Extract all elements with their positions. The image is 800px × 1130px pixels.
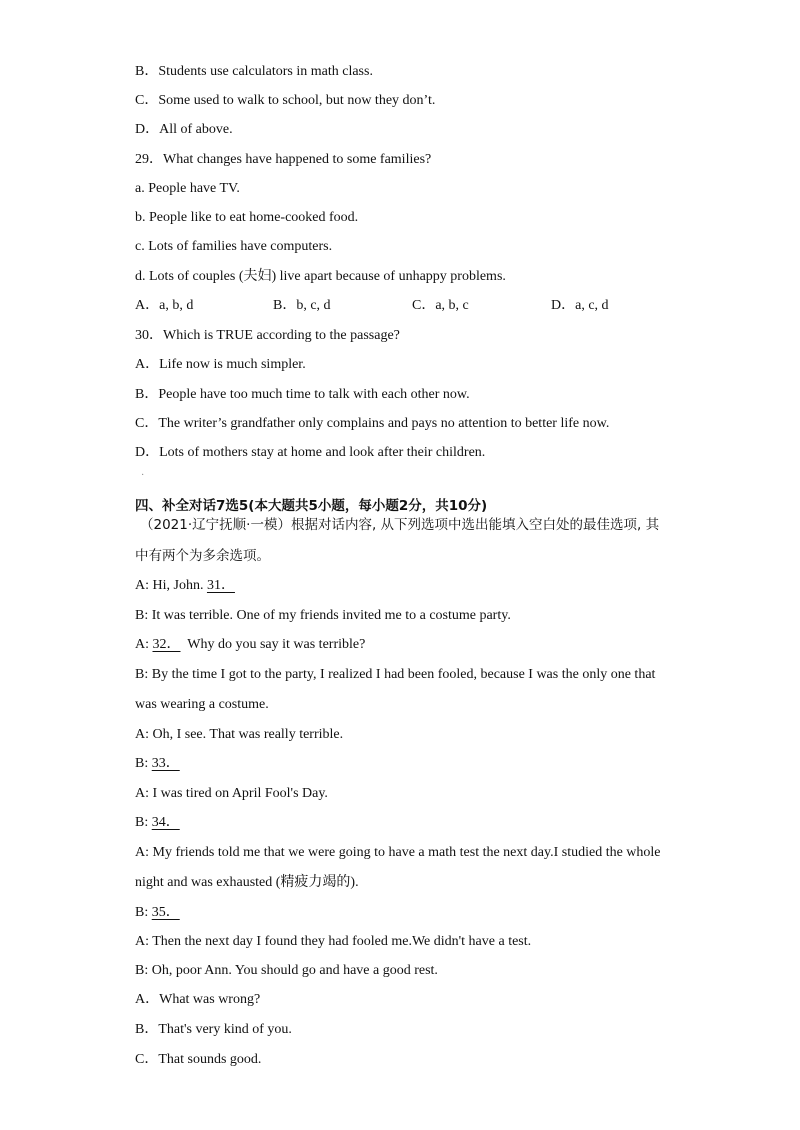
- speaker-text: A: Hi, John.: [135, 578, 207, 593]
- dialogue-line-33: [135, 755, 180, 773]
- dialogue-line-35: [135, 904, 180, 922]
- q30-option-d: D．Lots of mothers stay at home and look after their children.: [135, 445, 486, 460]
- q29-statement-d: d. Lots of couples (夫妇) live apart because of unhappy problems.: [135, 269, 506, 284]
- speaker-text: B:: [135, 905, 152, 920]
- dialogue-line: A: I was tired on April Fool's Day.: [135, 786, 328, 801]
- q29-choice-d: D．a, c, d: [551, 298, 609, 313]
- q29-choice-c: C．a, b, c: [412, 298, 469, 313]
- dialogue-line: B: It was terrible. One of my friends invited me to a costume party.: [135, 608, 511, 623]
- blank-34: 34．: [151, 815, 180, 830]
- dialogue-line-32: [135, 636, 365, 654]
- dialogue-line: was wearing a costume.: [135, 697, 269, 712]
- section-intro-line2: 中有两个为多余选项。: [135, 548, 270, 564]
- answer-option-c: C．That sounds good.: [135, 1052, 262, 1067]
- dialogue-line: B: By the time I got to the party, I realized I had been fooled, because I was the only one that: [135, 667, 656, 682]
- dialogue-line: night and was exhausted (精疲力竭的).: [135, 875, 359, 890]
- q29-choice-b: B．b, c, d: [273, 298, 331, 313]
- q29-statement-a: a. People have TV.: [135, 181, 240, 196]
- speaker-text: B:: [135, 756, 152, 771]
- blank-33: 33．: [151, 756, 180, 771]
- section-heading: 四、补全对话7选5(本大题共5小题，每小题2分，共10分): [135, 498, 488, 514]
- q29-choice-a: A．a, b, d: [135, 298, 194, 313]
- stray-dot-mark: ·: [141, 470, 145, 481]
- dialogue-line: A: Oh, I see. That was really terrible.: [135, 727, 344, 742]
- speaker-text: B:: [135, 815, 152, 830]
- answer-option-a: A．What was wrong?: [135, 992, 261, 1007]
- dialogue-text: Why do you say it was terrible?: [180, 637, 366, 652]
- q30-option-a: A．Life now is much simpler.: [135, 357, 306, 372]
- q30-stem: 30．Which is TRUE according to the passage?: [135, 328, 400, 343]
- dialogue-line-31: [135, 577, 235, 595]
- section-intro-line1: （2021·辽宁抚顺·一模）根据对话内容, 从下列选项中选出能填入空白处的最佳选项, 其: [140, 517, 660, 533]
- dialogue-line: B: Oh, poor Ann. You should go and have a good rest.: [135, 963, 438, 978]
- q30-option-b: B．People have too much time to talk with each other now.: [135, 387, 470, 402]
- q28-option-b: B．Students use calculators in math class.: [135, 64, 373, 79]
- q29-stem: 29．What changes have happened to some families?: [135, 152, 432, 167]
- dialogue-line-34: [135, 814, 180, 832]
- answer-option-b: B．That's very kind of you.: [135, 1022, 292, 1037]
- q28-option-c: C．Some used to walk to school, but now they don’t.: [135, 93, 436, 108]
- q29-choices: [135, 297, 655, 315]
- q29-statement-b: b. People like to eat home-cooked food.: [135, 210, 359, 225]
- blank-31: 31．: [206, 578, 235, 593]
- blank-35: 35．: [151, 905, 180, 920]
- dialogue-line: A: Then the next day I found they had fooled me.We didn't have a test.: [135, 934, 532, 949]
- q30-option-c: C．The writer’s grandfather only complains and pays no attention to better life now.: [135, 416, 610, 431]
- q29-statement-c: c. Lots of families have computers.: [135, 239, 333, 254]
- dialogue-line: A: My friends told me that we were going to have a math test the next day.I studied the whole: [135, 845, 661, 860]
- speaker-text: A:: [135, 637, 153, 652]
- blank-32: 32．: [152, 637, 181, 652]
- q28-option-d: D．All of above.: [135, 122, 233, 137]
